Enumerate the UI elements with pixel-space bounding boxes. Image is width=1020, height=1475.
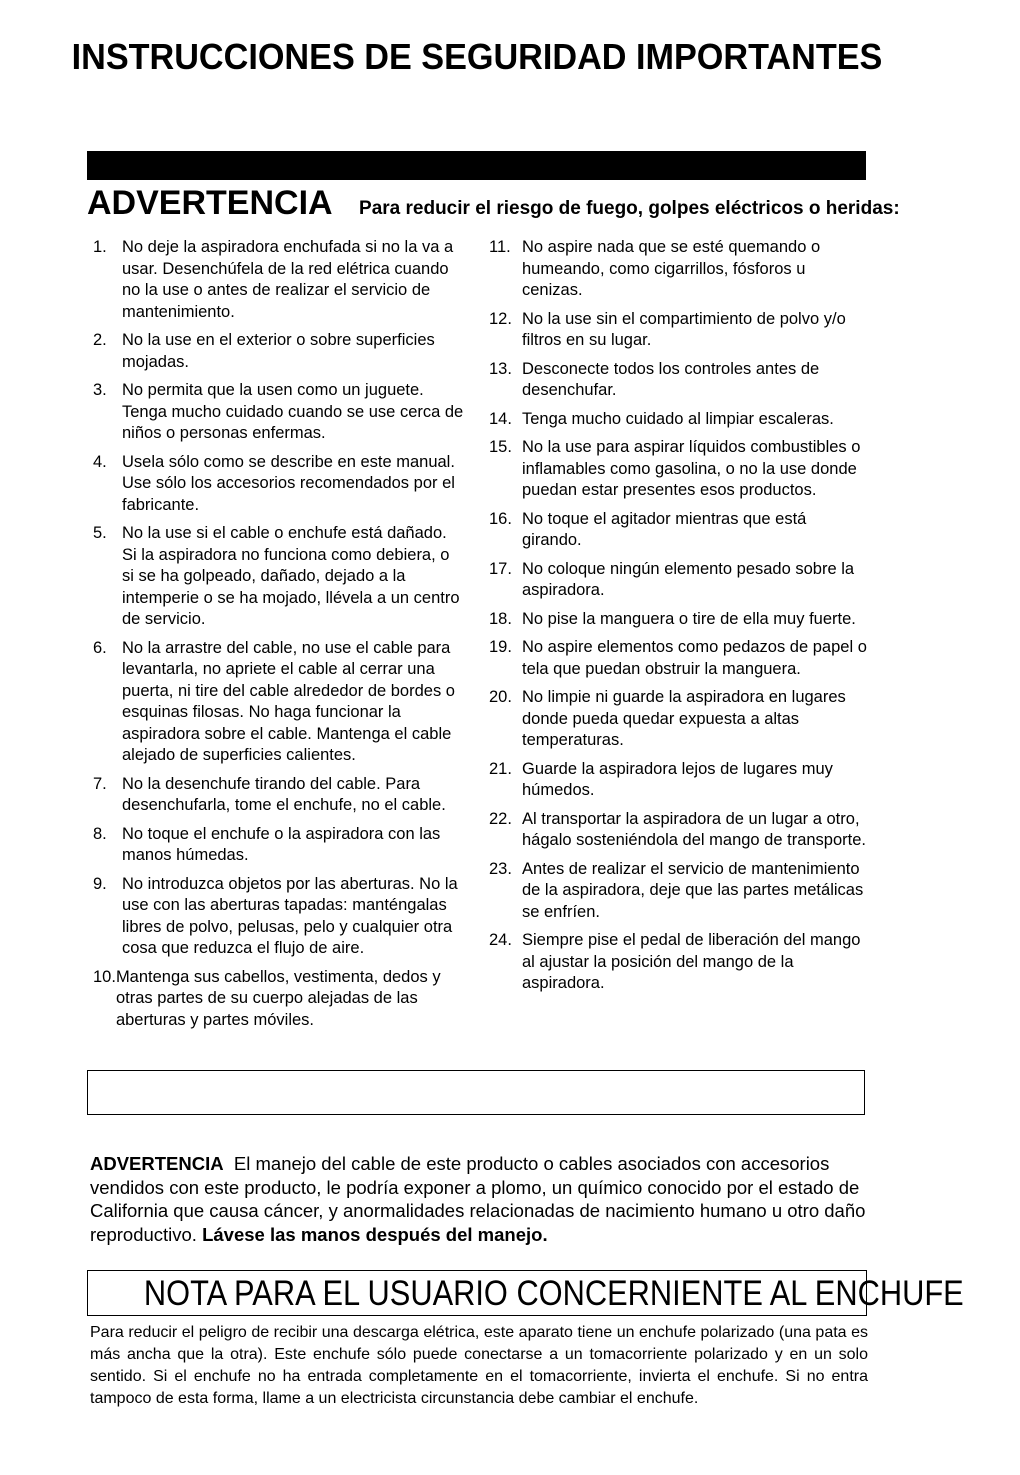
item-text: No la use para aspirar líquidos combustibles o inflamables como gasolina, o no la use donde puedan estar presentes esos productos. (522, 438, 861, 499)
item-text: Usela sólo como se describe en este manual. Use sólo los accesorios recomendados por el fabricante. (122, 452, 455, 514)
list-item (93, 237, 465, 323)
item-text: No coloque ningún elemento pesado sobre la aspiradora. (522, 559, 855, 599)
item-text: No toque el enchufe o la aspiradora con las manos húmedas. (122, 824, 441, 864)
item-number: 1. (93, 238, 107, 256)
lead-warning-paragraph (90, 1152, 870, 1246)
item-number: 20. (489, 688, 512, 706)
list-item (489, 687, 867, 752)
item-number: 11. (489, 238, 511, 256)
item-text: Al transportar la aspiradora de un lugar a otro, hágalo sosteniéndola del mango de transporte. (522, 809, 866, 849)
list-item (489, 759, 867, 802)
item-number: 24. (489, 931, 512, 949)
list-item (489, 437, 867, 502)
item-number: 23. (489, 859, 512, 878)
lead-warning-text: El manejo del cable de este producto o cables asociados con accesorios vendidos con este producto, le podría exponer a plomo, un químico conocido por el estado de California que causa cáncer, y anormalidades relacionadas de nacimiento humano u otro daño reproductivo. (90, 1153, 866, 1245)
item-number: 9. (93, 874, 107, 893)
warning-header (87, 184, 900, 223)
item-text: No limpie ni guarde la aspiradora en lugares donde pueda quedar expuesta a altas temperaturas. (522, 688, 846, 749)
list-item (489, 637, 867, 680)
list-item (489, 237, 867, 302)
list-item (93, 774, 465, 817)
lead-warning-label: ADVERTENCIA (90, 1153, 224, 1174)
list-item (489, 409, 867, 431)
warning-label: ADVERTENCIA (87, 184, 333, 222)
item-number: 17. (489, 559, 512, 578)
item-number: 14. (489, 409, 512, 428)
item-number: 22. (489, 809, 512, 828)
item-text: No introduzca objetos por las aberturas. No la use con las aberturas tapadas: manténgalas libres de polvo, pelusas, pelo y cualquier otra cosa que reduzca el flujo de aire. (122, 874, 458, 957)
list-item (93, 824, 465, 867)
list-item (489, 509, 867, 552)
item-text: Mantenga sus cabellos, vestimenta, dedos y otras partes de su cuerpo alejadas de las aberturas y partes móviles. (115, 967, 441, 1029)
item-text: Desconecte todos los controles antes de desenchufar. (522, 359, 820, 399)
list-item (489, 609, 867, 631)
lead-warning-emphasis: Lávese las manos después del manejo. (202, 1223, 548, 1245)
item-number: 8. (93, 824, 107, 843)
item-number: 12. (489, 309, 512, 328)
item-number: 6. (93, 638, 107, 657)
list-item (489, 809, 867, 852)
plug-note-text: Para reducir el peligro de recibir una descarga elétrica, este aparato tiene un enchufe polarizado (una pata es más ancha que la otra). Este enchufe sólo puede conectarse a un tomacorriente polarizado y en un solo sentido. Si el enchufe no ha entrada completamente en el tomacorriente, invierta el enchufe. Si no entra tampoco de esta forma, llame a un electricista circunstancia debe cambiar el enchufe. (90, 1324, 868, 1407)
list-item (489, 859, 867, 924)
safety-list-left (93, 237, 465, 1038)
item-text: No la use sin el compartimiento de polvo y/o filtros en su lugar. (522, 309, 846, 349)
item-number: 21. (489, 759, 512, 778)
item-number: 7. (93, 774, 107, 793)
list-item (93, 380, 465, 445)
item-text: Tenga mucho cuidado al limpiar escaleras. (522, 409, 834, 428)
item-text: Siempre pise el pedal de liberación del mango al ajustar la posición del mango de la aspiradora. (522, 931, 861, 992)
item-text: No deje la aspiradora enchufada si no la va a usar. Desenchúfela de la red elétrica cuando no la use o antes de realizar el servicio de mantenimiento. (122, 238, 454, 321)
item-number: 19. (489, 638, 512, 656)
list-item (489, 930, 867, 995)
item-number: 15. (489, 438, 512, 456)
item-number: 3. (93, 381, 107, 399)
item-number: 4. (93, 452, 107, 471)
item-text: No la use si el cable o enchufe está dañado. Si la aspiradora no funciona como debiera, o si se ha golpeado, dañado, dejado a la intemperie o se ha mojado, llévela a un centro de servicio. (122, 524, 460, 628)
item-number: 10. (93, 967, 116, 986)
list-item (489, 559, 867, 602)
item-text: No la arrastre del cable, no use el cable para levantarla, no apriete el cable al cerrar una puerta, ni tire del cable alrededor de bordes o esquinas filosas. No haga funcionar la aspiradora sobre el cable. Mantenga el cable alejado de superficies calientes. (122, 638, 455, 764)
item-text: No toque el agitador mientras que está girando. (522, 509, 807, 549)
item-number: 2. (93, 331, 107, 349)
warning-subtitle: Para reducir el riesgo de fuego, golpes eléctricos o heridas: (359, 198, 900, 219)
list-item (93, 523, 465, 631)
item-text: No la use en el exterior o sobre superficies mojadas. (122, 331, 435, 371)
list-item (93, 330, 465, 373)
black-header-bar (87, 151, 866, 180)
item-text: Antes de realizar el servicio de mantenimiento de la aspiradora, deje que las partes metálicas se enfríen. (522, 859, 864, 921)
page-title: INSTRUCCIONES DE SEGURIDAD IMPORTANTES (71, 36, 883, 77)
item-text: No aspire elementos como pedazos de papel o tela que puedan obstruir la manguera. (522, 638, 867, 678)
plug-note-title: NOTA PARA EL USUARIO CONCERNIENTE AL ENCHUFE (143, 1274, 964, 1313)
list-item (489, 309, 867, 352)
plug-note-title-box (87, 1270, 964, 1316)
item-text: Guarde la aspiradora lejos de lugares muy húmedos. (522, 759, 833, 799)
empty-box (87, 1070, 865, 1115)
item-number: 5. (93, 524, 107, 542)
item-text: No permita que la usen como un juguete. Tenga mucho cuidado cuando se use cerca de niños o personas enfermas. (122, 381, 464, 442)
item-number: 13. (489, 359, 512, 378)
item-text: No pise la manguera o tire de ella muy fuerte. (522, 609, 856, 628)
list-item (93, 638, 465, 767)
list-item (489, 359, 867, 402)
item-text: No la desenchufe tirando del cable. Para desenchufarla, tome el enchufe, no el cable. (122, 774, 446, 814)
safety-list-right (489, 237, 867, 1002)
list-item (93, 967, 465, 1032)
item-number: 16. (489, 509, 512, 528)
item-text: No aspire nada que se esté quemando o humeando, como cigarrillos, fósforos u cenizas. (522, 238, 821, 299)
list-item (93, 452, 465, 517)
list-item (93, 874, 465, 960)
item-number: 18. (489, 609, 512, 628)
